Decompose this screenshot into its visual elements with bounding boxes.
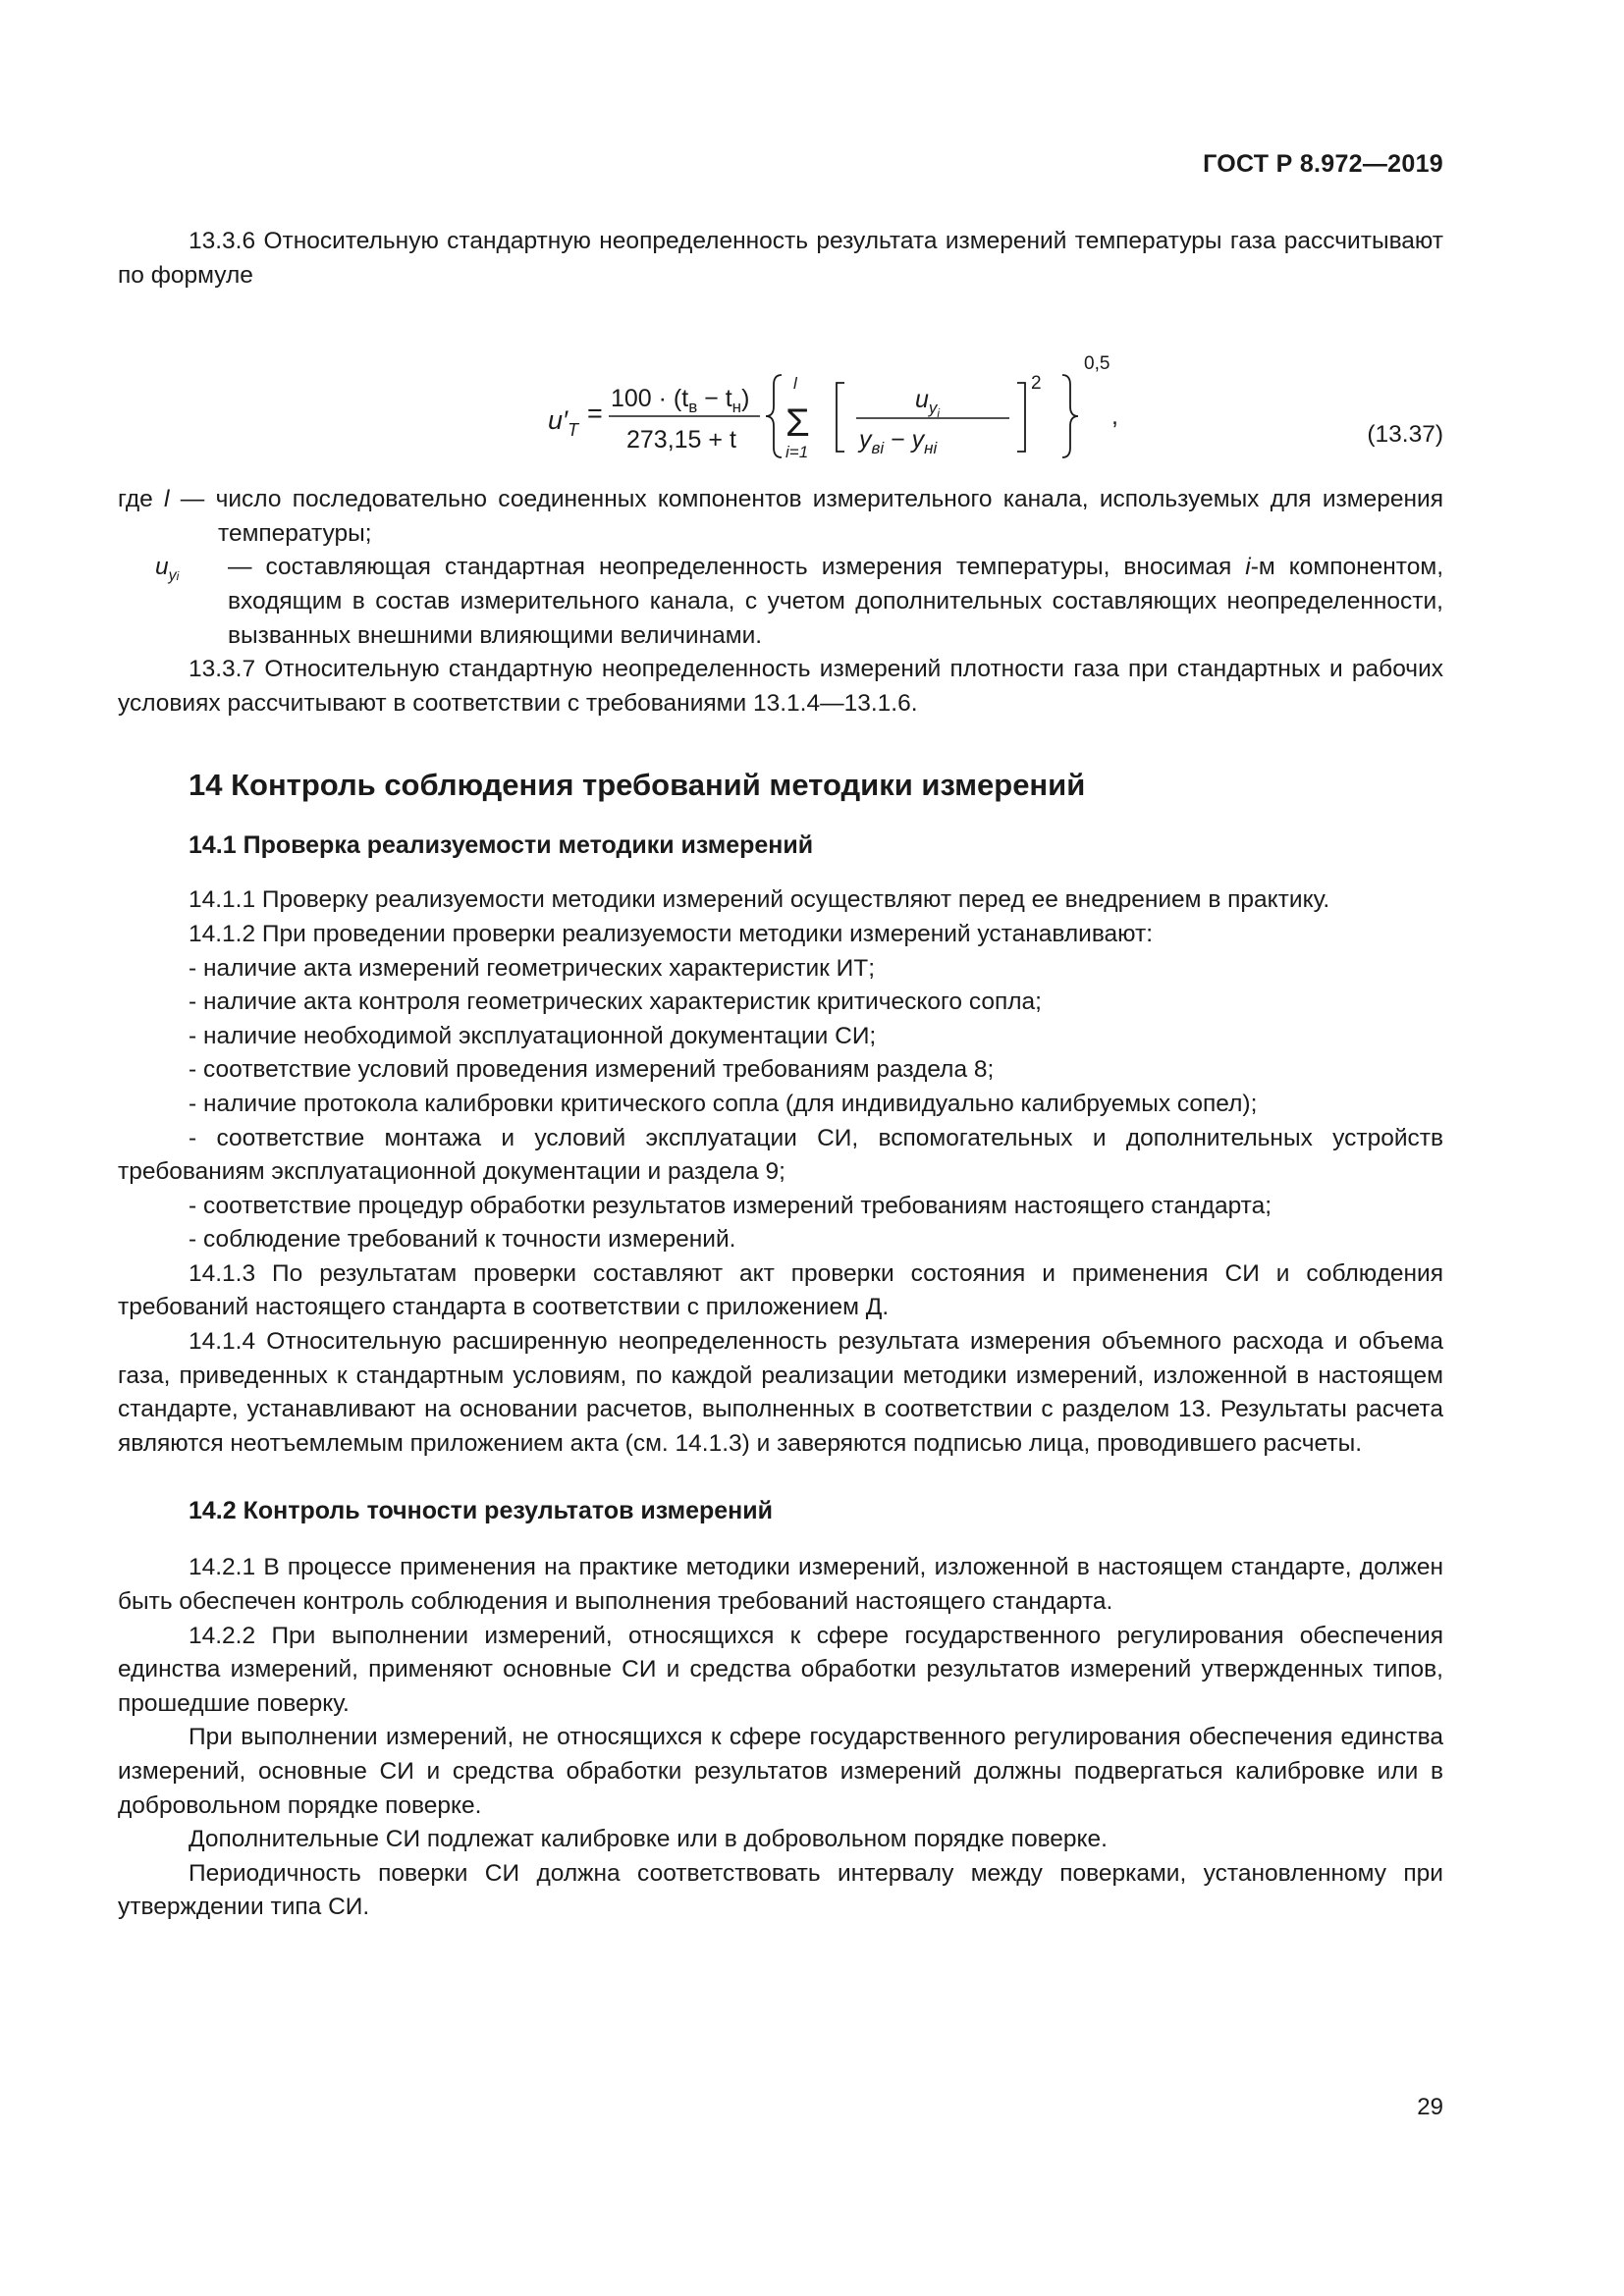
paragraph-14-1-4: 14.1.4 Относительную расширенную неопределенность результата измерения объемного расхода и объема газа, приведенных к стандартным условиям, по каждой реализации методики измерений, изложенной в настоящем стандарте, устанавливают на основании расчетов, выполненных в соответствии с разделом 13. Результаты расчета являются неотъемлемым приложением акта (см. 14.1.3) и заверяются подписью лица, проводившего расчеты. — [118, 1328, 1443, 1457]
list-item: - соответствие условий проведения измерений требованиям раздела 8; — [189, 1056, 995, 1084]
list-item: - наличие акта измерений геометрических характеристик ИТ; — [189, 954, 876, 982]
paragraph-14-2-2d: Периодичность поверки СИ должна соответствовать интервалу между поверками, установленному при утверждении типа СИ. — [118, 1859, 1443, 1921]
formula-equals: = — [587, 399, 603, 429]
where-u-text-1: — составляющая стандартная неопределенность измерения температуры, вносимая — [228, 554, 1246, 581]
sum-icon: Σ — [785, 401, 810, 446]
formula-inner-num-subsub: i — [937, 406, 941, 421]
paragraph-14-1-3: 14.1.3 По результатам проверки составляют акт проверки состояния и применения СИ и соблюдения требований настоящего стандарта в соответствии с приложением Д. — [118, 1259, 1443, 1321]
formula-graphic — [118, 294, 1443, 462]
formula-num-sub-v: в — [688, 398, 698, 417]
paragraph-14-2-2: 14.2.2 При выполнении измерений, относящихся к сфере государственного регулирования обеспечения единства измерений, применяют основные СИ и средства обработки результатов измерений утвержденных типов, прошедшие поверку. — [118, 1622, 1443, 1717]
formula-13-37 — [118, 294, 1443, 462]
formula-num-sub-n: н — [731, 398, 742, 417]
paragraph-14-2-2c: Дополнительные СИ подлежат калибровке или в добровольном порядке поверке. — [189, 1826, 1108, 1853]
svg-text:uyi — [915, 386, 940, 420]
svg-text:u′T — [548, 405, 580, 440]
formula-inner-den-a: y — [859, 426, 872, 454]
formula-inner-den-b-sub: нi — [924, 439, 938, 458]
paragraph-13-3-7: 13.3.7 Относительную стандартную неопределенность измерений плотности газа при стандартных и рабочих условиях рассчитывают в соответствии с требованиями 13.1.4—13.1.6. — [118, 656, 1443, 717]
svg-text:100 · (tв − tн) — [611, 385, 749, 416]
where-definitions — [118, 483, 1443, 653]
where-u-text-2: -м компонентом, входящим в состав измерительного канала, с учетом дополнительных составляющих неопределенности, вызванных внешними влияющими величинами. — [228, 554, 1444, 649]
paragraph-13-3-6: 13.3.6 Относительную стандартную неопределенность результата измерений температуры газа рассчитывают по формуле — [118, 228, 1443, 289]
page-number: 29 — [1417, 2094, 1443, 2120]
formula-denominator: 273,15 + t — [626, 426, 736, 454]
list-item: - наличие протокола калибровки критического сопла (для индивидуально калибруемых сопел); — [189, 1090, 1258, 1117]
paragraph-14-2-2b: При выполнении измерений, не относящихся к сфере государственного регулирования обеспечения единства измерений, основные СИ и средства обработки результатов измерений должны подвергаться калибровке или в добровольном порядке поверке. — [118, 1724, 1443, 1819]
formula-inner-den-minus: − — [884, 426, 912, 454]
list-item: - соблюдение требований к точности измерений. — [189, 1226, 736, 1254]
page-content — [118, 225, 1443, 1925]
formula-numerator: 100 · (t — [611, 385, 689, 413]
list-item: - соответствие процедур обработки результатов измерений требованиям настоящего стандарта; — [189, 1192, 1272, 1219]
formula-minus: − t — [697, 385, 732, 413]
list-item: - наличие необходимой эксплуатационной документации СИ; — [189, 1022, 877, 1049]
list-item: - наличие акта контроля геометрических характеристик критического сопла; — [189, 988, 1042, 1016]
definition-u — [118, 551, 1443, 653]
section-14-title: 14 Контроль соблюдения требований методики измерений — [189, 768, 1086, 803]
where-u-symbol: $u_{yi}$ — [155, 554, 180, 585]
paragraph-14-2-1: 14.2.1 В процессе применения на практике методики измерений, изложенной в настоящем стандарте, должен быть обеспечен контроль соблюдения и выполнения требований настоящего стандарта. — [118, 1554, 1443, 1616]
list-item: - соответствие монтажа и условий эксплуатации СИ, вспомогательных и дополнительных устройств требованиям эксплуатационной документации и раздела 9; — [118, 1124, 1443, 1186]
formula-power-inner: 2 — [1031, 373, 1042, 395]
formula-inner-num-sub: y — [928, 399, 938, 418]
document-header: ГОСТ Р 8.972—2019 — [1203, 150, 1443, 178]
formula-inner-den-b: y — [911, 426, 925, 454]
formula-power-outer: 0,5 — [1084, 353, 1110, 375]
subsection-14-2-title: 14.2 Контроль точности результатов измерений — [189, 1497, 774, 1525]
where-l-text: — число последовательно соединенных компонентов измерительного канала, используемых для измерения температуры; — [169, 486, 1443, 547]
svg-text:yвi − yнi — [857, 426, 939, 457]
definition-l — [118, 483, 1443, 551]
paragraph-14-1-1: 14.1.1 Проверку реализуемости методики измерений осуществляют перед ее внедрением в практику. — [189, 886, 1330, 914]
formula-inner-den-a-sub: вi — [871, 439, 885, 458]
where-prefix: где — [118, 486, 165, 513]
where-u-i: i — [1245, 554, 1251, 581]
formula-inner-num: u — [915, 386, 929, 414]
paragraph-14-1-2: 14.1.2 При проведении проверки реализуемости методики измерений устанавливают: — [189, 920, 1154, 947]
formula-sum-top: l — [793, 374, 797, 394]
subsection-14-1-title: 14.1 Проверка реализуемости методики измерений — [189, 831, 814, 860]
formula-comma: , — [1111, 402, 1118, 431]
formula-num-close: ) — [741, 385, 750, 413]
formula-lhs-symbol: u′ — [548, 405, 568, 436]
where-l-symbol: l — [164, 486, 170, 513]
equation-number: (13.37) — [1367, 421, 1443, 449]
formula-sum-bottom: i=1 — [785, 443, 809, 462]
formula-lhs-sub: T — [568, 420, 579, 441]
